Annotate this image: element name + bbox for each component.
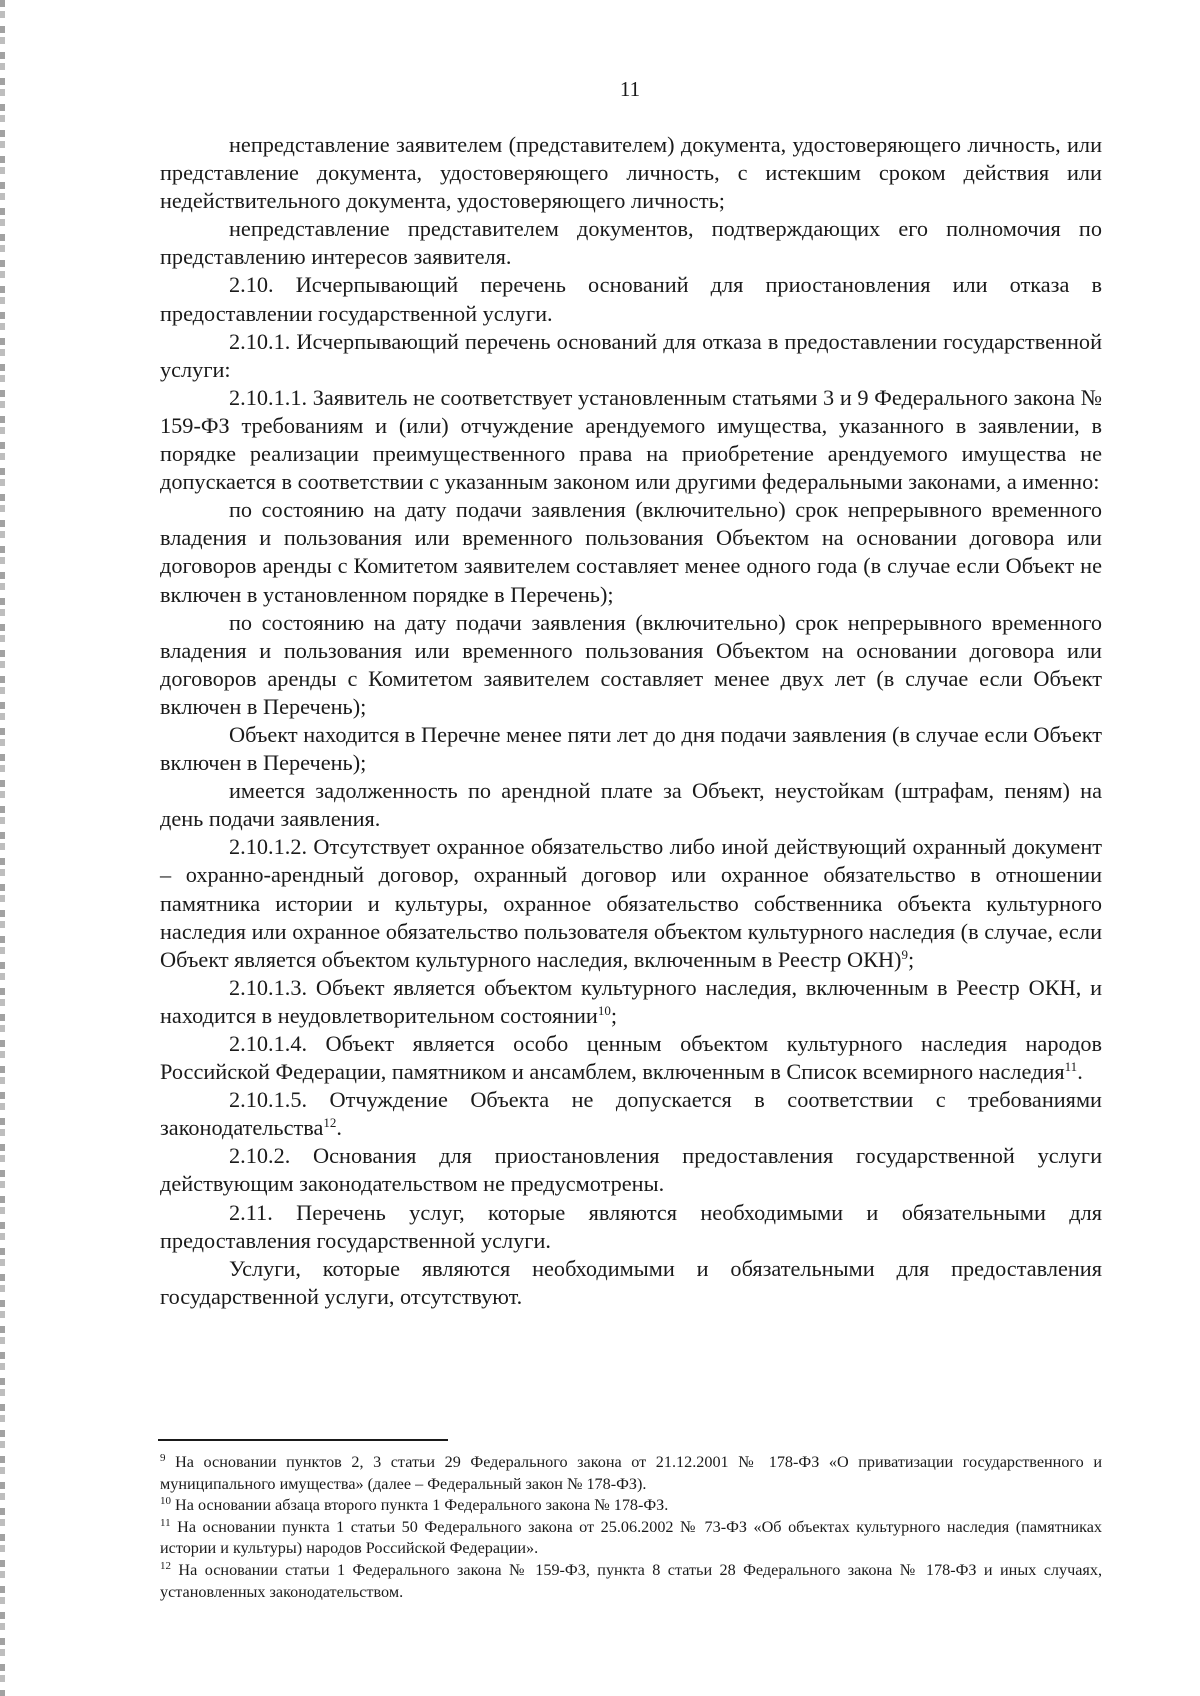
paragraph-text: по состоянию на дату подачи заявления (включительно) срок непрерывного временного владения и пользования или временного пользования Объектом на основании договора или договоров аренды с Комитетом заявителем составляет менее одного года (в случае если Объект не включен в установленном порядке в Перечень); [160,497,1102,607]
paragraph-tail: ; [610,1002,618,1028]
paragraph [160,721,1102,777]
scan-edge-artifact [0,0,5,1696]
footnote [160,1560,1102,1603]
paragraph-text: 2.10. Исчерпывающий перечень оснований для приостановления или отказа в предоставлении государственной услуги. [160,272,1102,326]
paragraph-text: 2.11. Перечень услуг, которые являются необходимыми и обязательными для предоставления государственной услуги. [160,1199,1102,1253]
paragraph [160,1030,1102,1086]
footnote-ref[interactable]: 9 [901,946,908,962]
paragraph [160,328,1102,384]
paragraph-text: 2.10.1.2. Отсутствует охранное обязательство либо иной действующий охранный документ – охранно-арендный договор, охранный договор или охранное обязательство в отношении памятника истории и культуры, охранное обязательство собственника объекта культурного наследия или охранное обязательство пользователя объектом культурного наследия (в случае, если Объект является объектом культурного наследия, включенным в Реестр ОКН) [160,834,1102,972]
footnote-text: На основании абзаца второго пункта 1 Федерального закона № 178-ФЗ. [175,1496,669,1515]
page-number: 11 [619,77,641,101]
paragraph [160,215,1102,271]
paragraph [160,609,1102,721]
footnote-number: 9 [160,1452,166,1464]
footnote-number: 12 [160,1559,171,1572]
paragraph [160,974,1102,1030]
footnote [160,1517,1102,1560]
footnote-text: На основании пункта 1 статьи 50 Федерального закона от 25.06.2002 № 73-ФЗ «Об объектах культурного наследия (памятниках истории и культуры) народов Российской Федерации». [160,1517,1102,1558]
paragraph-text: по состоянию на дату подачи заявления (включительно) срок непрерывного временного владения и пользования или временного пользования Объектом на основании договора или договоров аренды с Комитетом заявителем составляет менее двух лет (в случае если Объект включен в Перечень); [160,609,1102,719]
paragraph-tail: . [336,1115,342,1141]
footnote [160,1452,1102,1495]
footnote-number: 11 [160,1516,171,1529]
footnote-number: 10 [160,1495,171,1508]
paragraph [160,1086,1102,1142]
paragraph [160,777,1102,833]
paragraph-tail: ; [907,946,915,972]
footnotes [160,1452,1102,1603]
paragraph [160,131,1102,215]
paragraph-text: непредставление заявителем (представителем) документа, удостоверяющего личность, или представление документа, удостоверяющего личность, с истекшим сроком действия или недействительного документа, удостоверяющего личность; [160,132,1102,214]
paragraph-text: 2.10.1.3. Объект является объектом культурного наследия, включенным в Реестр ОКН, и находится в неудовлетворительном состоянии [160,974,1102,1028]
paragraph [160,271,1102,327]
paragraph-text: Услуги, которые являются необходимыми и обязательными для предоставления государственной услуги, отсутствуют. [160,1255,1102,1309]
paragraph-text: имеется задолженность по арендной плате за Объект, неустойкам (штрафам, пеням) на день подачи заявления. [160,778,1102,832]
paragraph [160,1255,1102,1311]
footnote [160,1495,1102,1517]
paragraph [160,1142,1102,1198]
paragraph [160,384,1102,496]
paragraph-text: 2.10.1. Исчерпывающий перечень оснований для отказа в предоставлении государственной услуги: [160,328,1102,382]
paragraph [160,496,1102,608]
footnote-separator [158,1439,448,1441]
paragraph-text: 2.10.1.5. Отчуждение Объекта не допускается в соответствии с требованиями законодательства [160,1087,1102,1141]
paragraph-text: непредставление представителем документов, подтверждающих его полномочия по представлению интересов заявителя. [160,216,1102,270]
paragraph-text: 2.10.1.4. Объект является особо ценным объектом культурного наследия народов Российской Федерации, памятником и ансамблем, включенным в Список всемирного наследия [160,1031,1102,1085]
footnote-text: На основании статьи 1 Федерального закона № 159-ФЗ, пункта 8 статьи 28 Федерального закона № 178-ФЗ и иных случаях, установленных законодательством. [160,1560,1102,1601]
paragraph-text: 2.10.2. Основания для приостановления предоставления государственной услуги действующим законодательством не предусмотрены. [160,1143,1102,1197]
footnote-ref[interactable]: 10 [597,1002,611,1018]
paragraph-text: Объект находится в Перечне менее пяти лет до дня подачи заявления (в случае если Объект включен в Перечень); [160,721,1102,776]
footnote-text: На основании пунктов 2, 3 статьи 29 Федерального закона от 21.12.2001 № 178-ФЗ «О приватизации государственного и муниципального имущества» (далее – Федеральный закон № 178-ФЗ). [160,1453,1102,1493]
footnote-ref[interactable]: 11 [1064,1059,1078,1075]
main-text [160,131,1102,1311]
paragraph [160,1199,1102,1255]
paragraph [160,833,1102,973]
paragraph-text: 2.10.1.1. Заявитель не соответствует установленным статьями 3 и 9 Федерального закона № 159-ФЗ требованиям и (или) отчуждение арендуемого имущества, указанного в заявлении, в порядке реализации преимущественного права на приобретение арендуемого имущества не допускается в соответствии с указанным законом или другими федеральными законами, а именно: [160,384,1102,495]
footnote-ref[interactable]: 12 [323,1115,337,1131]
paragraph-tail: . [1077,1059,1083,1085]
